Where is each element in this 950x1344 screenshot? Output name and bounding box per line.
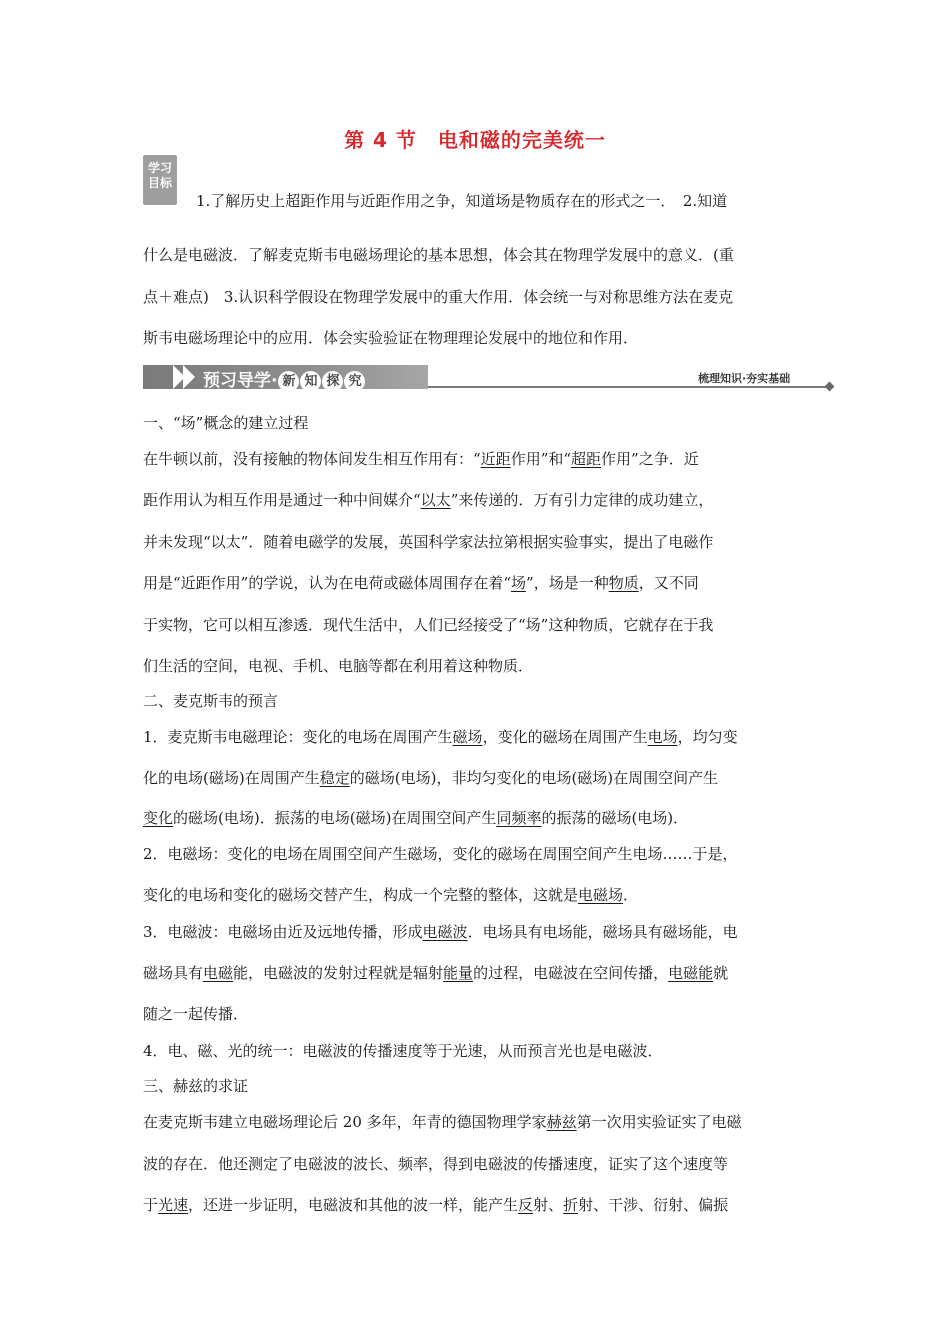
s1-line-6: 们生活的空间，电视、手机、电脑等都在利用着这种物质． xyxy=(143,657,534,675)
blank-answer: 电磁场 xyxy=(578,886,624,904)
s1-line-5: 于实物，它可以相互渗透．现代生活中，人们已经接受了“场”这种物质，它就存在于我 xyxy=(143,616,714,634)
blank-answer: 能量 xyxy=(443,964,474,982)
s2-line-9: 4．电、磁、光的统一：电磁波的传播速度等于光速，从而预言光也是电磁波． xyxy=(143,1042,663,1060)
objective-line-3: 点＋难点) 3.认识科学假设在物理学发展中的重大作用．体会统一与对称思维方法在麦克 xyxy=(143,288,734,306)
s1-line-2: 距作用认为相互作用是通过一种中间媒介“以太”来传递的．万有引力定律的成功建立， xyxy=(143,491,714,509)
badge-line2: 目标 xyxy=(147,176,172,190)
blank-answer: 物质 xyxy=(608,574,639,592)
banner-char: 新 xyxy=(278,371,299,392)
section-heading-1: 一、“场”概念的建立过程 xyxy=(143,414,309,432)
s2-line-6: 3．电磁波：电磁场由近及远地传播，形成电磁波．电场具有电场能，磁场具有磁场能，电 xyxy=(143,923,738,941)
banner-char: 探 xyxy=(322,371,343,392)
s2-line-5: 变化的电场和变化的磁场交替产生，构成一个完整的整体，这就是电磁场． xyxy=(143,886,639,904)
blank-answer: 磁场 xyxy=(452,728,483,746)
banner-char: 知 xyxy=(300,371,321,392)
blank-answer: 稳定 xyxy=(319,769,350,787)
blank-answer: 反 xyxy=(518,1196,534,1214)
blank-answer: 电场 xyxy=(647,728,678,746)
blank-answer: 场 xyxy=(511,574,527,592)
s2-line-4: 2．电磁场：变化的电场在周围空间产生磁场，变化的磁场在周围空间产生电场……于是， xyxy=(143,845,738,863)
s2-line-3: 变化的磁场(电场)．振荡的电场(磁场)在周围空间产生同频率的振荡的磁场(电场)． xyxy=(143,809,689,827)
s2-line-7: 磁场具有电磁能，电磁波的发射过程就是辐射能量的过程，电磁波在空间传播，电磁能就 xyxy=(143,964,729,982)
banner-char: 究 xyxy=(344,371,365,392)
section-heading-3: 三、赫兹的求证 xyxy=(143,1077,249,1095)
blank-answer: 电磁波 xyxy=(422,923,468,941)
blank-answer: 光速 xyxy=(158,1196,189,1214)
blank-answer: 近距 xyxy=(480,450,511,468)
s1-line-3: 并未发现“以太”．随着电磁学的发展，英国科学家法拉第根据实验事实，提出了电磁作 xyxy=(143,533,714,551)
blank-answer: 折 xyxy=(563,1196,579,1214)
blank-answer: 电磁能 xyxy=(668,964,714,982)
blank-answer: 变化 xyxy=(143,809,174,827)
s2-line-2: 化的电场(磁场)在周围产生稳定的磁场(电场)，非均匀变化的电场(磁场)在周围空间产生 xyxy=(143,769,719,787)
section-heading-2: 二、麦克斯韦的预言 xyxy=(143,692,279,710)
objective-line-1: 1.了解历史上超距作用与近距作用之争，知道场是物质存在的形式之一． 2.知道 xyxy=(196,192,728,210)
s1-line-4: 用是“近距作用”的学说，认为在电荷或磁体周围存在着“场”，场是一种物质，又不同 xyxy=(143,574,699,592)
banner-title xyxy=(203,366,365,392)
objective-line-4: 斯韦电磁场理论中的应用．体会实验验证在物理理论发展中的地位和作用． xyxy=(143,329,639,347)
banner-rule xyxy=(428,386,828,388)
objective-line-2: 什么是电磁波．了解麦克斯韦电磁场理论的基本思想，体会其在物理学发展中的意义．(重 xyxy=(143,246,734,264)
chevron-icon xyxy=(183,365,195,389)
diamond-icon xyxy=(825,382,835,392)
section-banner xyxy=(143,362,833,392)
page-title: 第 4 节 电和磁的完美统一 xyxy=(344,128,606,152)
badge-line1: 学习 xyxy=(147,161,172,175)
blank-answer: 超距 xyxy=(571,450,602,468)
s3-line-2: 波的存在．他还测定了电磁波的波长、频率，得到电磁波的传播速度，证实了这个速度等 xyxy=(143,1155,729,1173)
banner-title-main: 预习导学· xyxy=(203,371,278,391)
s2-line-8: 随之一起传播． xyxy=(143,1005,249,1023)
blank-answer: 同频率 xyxy=(496,809,542,827)
learning-goal-badge xyxy=(143,155,177,205)
s3-line-1: 在麦克斯韦建立电磁场理论后 20 多年，年青的德国物理学家赫兹第一次用实验证实了电磁 xyxy=(143,1113,742,1131)
banner-subtitle: 梳理知识·夯实基础 xyxy=(698,372,791,385)
blank-answer: 赫兹 xyxy=(546,1113,577,1131)
s3-line-3: 于光速，还进一步证明，电磁波和其他的波一样，能产生反射、折射、干涉、衍射、偏振 xyxy=(143,1196,729,1214)
s1-line-1: 在牛顿以前，没有接触的物体间发生相互作用有：“近距作用”和“超距作用”之争．近 xyxy=(143,450,699,468)
s2-line-1: 1．麦克斯韦电磁理论：变化的电场在周围产生磁场，变化的磁场在周围产生电场，均匀变 xyxy=(143,728,738,746)
blank-answer: 电磁 xyxy=(203,964,234,982)
blank-answer: 以太 xyxy=(420,491,451,509)
